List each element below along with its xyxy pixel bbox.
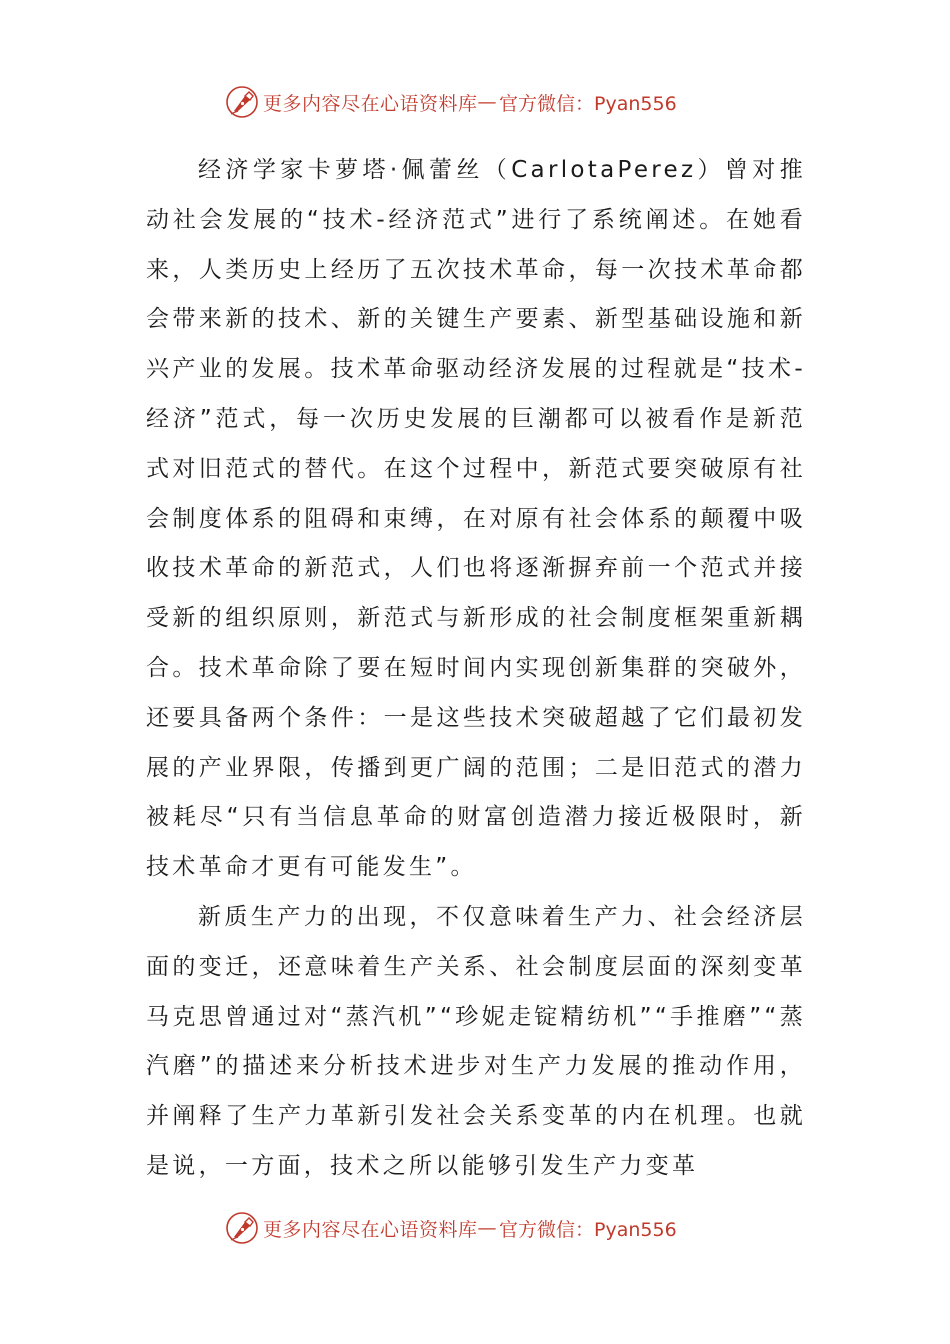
paragraph-1: 经济学家卡萝塔·佩蕾丝（CarlotaPerez）曾对推动社会发展的“技术-经济范式”进行了系统阐述。在她看来，人类历史上经历了五次技术革命，每一次技术革命都会带来新的技术、新的关键生产要素、新型基础设施和新兴产业的发展。技术革命驱动经济发展的过程就是“技术-经济”范式，每一次历史发展的巨潮都可以被看作是新范式对旧范式的替代。在这个过程中，新范式要突破原有社会制度体系的阻碍和束缚，在对原有社会体系的颠覆中吸收技术革命的新范式，人们也将逐渐摒弃前一个范式并接受新的组织原则，新范式与新形成的社会制度框架重新耦合。技术革命除了要在短时间内实现创新集群的突破外，还要具备两个条件：一是这些技术突破超越了它们最初发展的产业界限，传播到更广阔的范围；二是旧范式的潜力被耗尽“只有当信息革命的财富创造潜力接近极限时，新技术革命才更有可能发生”。 <box>146 157 806 881</box>
paragraph-2: 新质生产力的出现，不仅意味着生产力、社会经济层面的变迁，还意味着生产关系、社会制度层面的深刻变革马克思曾通过对“蒸汽机”“珍妮走锭精纺机”“手推磨”“蒸汽磨”的描述来分析技术进步对生产力发展的推动作用，并阐释了生产力革新引发社会关系变革的内在机理。也就是说，一方面，技术之所以能够引发生产力变革 <box>146 903 806 1179</box>
watermark-text: 更多内容尽在心语资料库 <box>263 1218 478 1241</box>
footer-watermark <box>225 1210 745 1246</box>
watermark-dash: — <box>477 91 498 113</box>
watermark-wechat: 官方微信：Pyan556 <box>499 1218 677 1241</box>
watermark-dash: — <box>477 1217 498 1239</box>
header-watermark <box>225 84 745 120</box>
document-body <box>146 146 806 1192</box>
watermark-text: 更多内容尽在心语资料库 <box>263 92 478 115</box>
pen-nib-logo-icon <box>225 85 259 119</box>
pen-nib-logo-icon <box>225 1211 259 1245</box>
watermark-wechat: 官方微信：Pyan556 <box>499 92 677 115</box>
